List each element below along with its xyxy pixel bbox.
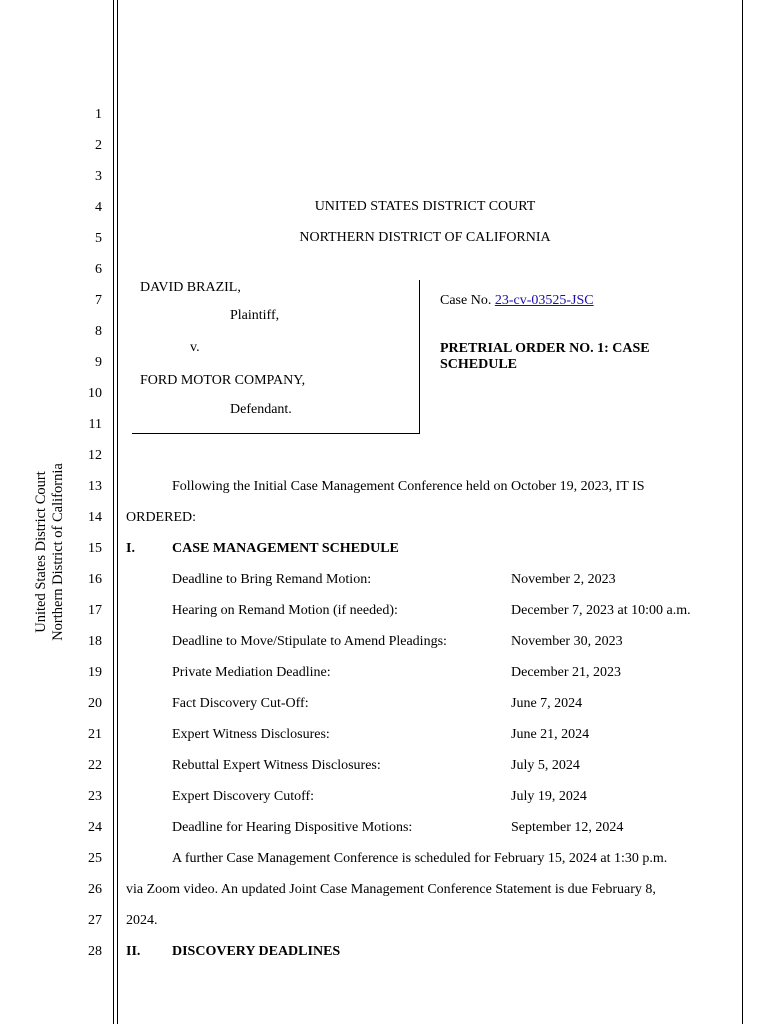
line-number: 16 (88, 572, 102, 587)
schedule-label: Private Mediation Deadline: (172, 665, 331, 680)
case-number-link[interactable]: 23-cv-03525-JSC (494, 293, 594, 308)
line-number: 12 (88, 448, 102, 463)
line-number: 25 (88, 851, 102, 866)
schedule-date: June 7, 2024 (511, 696, 583, 711)
schedule-date: November 2, 2023 (511, 572, 616, 587)
caption-divider-vertical (419, 280, 420, 434)
line-number: 19 (88, 665, 102, 680)
schedule-date: December 21, 2023 (511, 665, 622, 680)
court-side-label (33, 463, 67, 641)
schedule-date: November 30, 2023 (511, 634, 623, 649)
further-cmc-line3: 2024. (126, 913, 158, 928)
line-number: 24 (88, 820, 102, 835)
schedule-date: June 21, 2024 (511, 727, 590, 742)
defendant-name: FORD MOTOR COMPANY, (140, 373, 306, 388)
case-number-line (440, 293, 594, 309)
side-label-line2: Northern District of California (50, 463, 66, 641)
line-number: 18 (88, 634, 102, 649)
section2-number: II. (126, 944, 141, 959)
line-number: 20 (88, 696, 102, 711)
court-name: UNITED STATES DISTRICT COURT (314, 199, 536, 214)
line-number: 2 (95, 138, 102, 153)
section1-title: CASE MANAGEMENT SCHEDULE (172, 541, 399, 556)
line-number: 26 (88, 882, 102, 897)
line-number: 14 (88, 510, 102, 525)
schedule-label: Deadline to Bring Remand Motion: (172, 572, 372, 587)
caption-divider-horizontal (132, 433, 420, 434)
line-number: 15 (88, 541, 102, 556)
left-margin-rule-inner (117, 0, 118, 1024)
line-number: 3 (95, 169, 102, 184)
line-number: 11 (88, 417, 102, 432)
court-district: NORTHERN DISTRICT OF CALIFORNIA (299, 230, 551, 245)
line-number: 1 (95, 107, 102, 122)
line-number: 28 (88, 944, 102, 959)
line-number: 13 (88, 479, 102, 494)
section1-number: I. (126, 541, 135, 556)
schedule-label: Expert Witness Disclosures: (172, 727, 330, 742)
line-number: 27 (88, 913, 102, 928)
intro-line2: ORDERED: (126, 510, 196, 525)
line-number: 7 (95, 293, 102, 308)
line-number: 17 (88, 603, 102, 618)
schedule-date: July 5, 2024 (511, 758, 580, 773)
versus: v. (190, 340, 200, 355)
intro-line1: Following the Initial Case Management Conference held on October 19, 2023, IT IS (172, 479, 645, 494)
right-margin-rule (742, 0, 743, 1024)
plaintiff-role: Plaintiff, (230, 308, 280, 323)
schedule-label: Rebuttal Expert Witness Disclosures: (172, 758, 381, 773)
schedule-date: September 12, 2024 (511, 820, 624, 835)
further-cmc-line2: via Zoom video. An updated Joint Case Management Conference Statement is due February 8, (126, 882, 656, 897)
plaintiff-name: DAVID BRAZIL, (140, 280, 241, 295)
line-number: 8 (95, 324, 102, 339)
section2-title: DISCOVERY DEADLINES (172, 944, 341, 959)
left-margin-rule (113, 0, 114, 1024)
further-cmc-line1: A further Case Management Conference is scheduled for February 15, 2024 at 1:30 p.m. (172, 851, 668, 866)
schedule-label: Hearing on Remand Motion (if needed): (172, 603, 398, 618)
line-number: 10 (88, 386, 102, 401)
schedule-date: July 19, 2024 (511, 789, 587, 804)
schedule-label: Fact Discovery Cut-Off: (172, 696, 309, 711)
case-number-label: Case No. (440, 293, 492, 308)
line-number: 6 (95, 262, 102, 277)
line-number: 23 (88, 789, 102, 804)
schedule-label: Expert Discovery Cutoff: (172, 789, 315, 804)
side-label-line1: United States District Court (33, 471, 49, 633)
line-number: 22 (88, 758, 102, 773)
schedule-label: Deadline for Hearing Dispositive Motions: (172, 820, 413, 835)
schedule-label: Deadline to Move/Stipulate to Amend Pleadings: (172, 634, 447, 649)
line-number: 21 (88, 727, 102, 742)
order-title-line1: PRETRIAL ORDER NO. 1: CASE (440, 341, 650, 356)
line-number: 9 (95, 355, 102, 370)
defendant-role: Defendant. (230, 402, 292, 417)
line-number: 4 (95, 200, 102, 215)
order-title-line2: SCHEDULE (440, 357, 518, 372)
line-number: 5 (95, 231, 102, 246)
schedule-date: December 7, 2023 at 10:00 a.m. (511, 603, 691, 618)
